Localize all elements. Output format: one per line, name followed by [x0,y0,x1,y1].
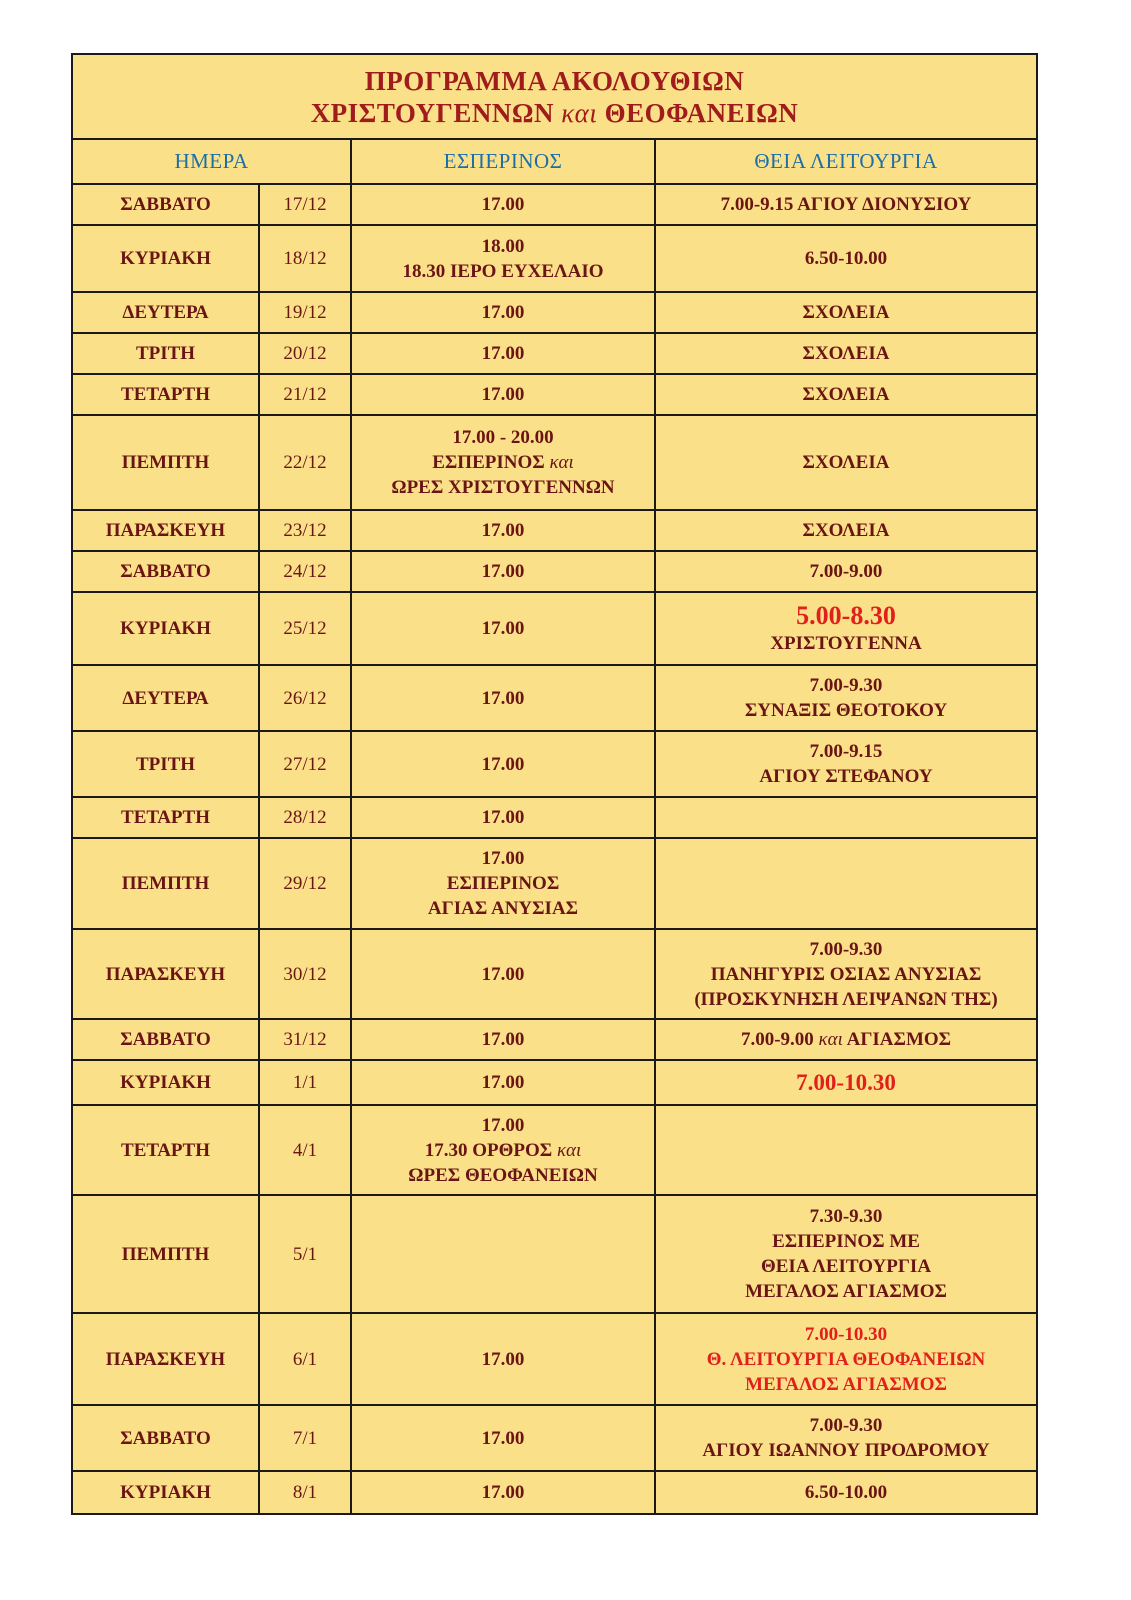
date-cell [259,731,351,797]
date-value: 28/12 [283,807,327,828]
vespers-line: 18.00 [481,235,525,257]
day-cell [73,551,259,592]
liturgy-line: ΕΣΠΕΡΙΝΟΣ ΜΕ [772,1231,920,1252]
day-cell [73,838,259,929]
date-value: 17/12 [283,194,327,215]
day-cell [73,333,259,374]
schedule-table [73,140,1036,1513]
vespers-cell [351,731,655,797]
liturgy-line: 5.00-8.30 [796,601,896,630]
vespers-cell [351,1105,655,1195]
vespers-line: ΑΓΙΑΣ ΑΝΥΣΙΑΣ [427,898,579,919]
vespers-cell [351,333,655,374]
liturgy-line: 7.00-9.30 [809,938,883,960]
day-name: ΠΕΜΠΤΗ [121,452,210,473]
day-name: ΣΑΒΒΑΤΟ [120,561,211,582]
liturgy-cell [655,838,1036,929]
day-name: ΤΡΙΤΗ [135,753,196,775]
table-row [73,1405,1036,1471]
vespers-line: 17.00 [481,618,525,639]
vespers-cell [351,1195,655,1313]
vespers-line: 17.00 [481,343,525,364]
day-cell [73,1019,259,1060]
vespers-line: ΩΡΕΣ ΘΕΟΦΑΝΕΙΩΝ [408,1164,598,1186]
day-cell [73,1313,259,1405]
date-cell [259,797,351,838]
date-cell [259,1060,351,1105]
liturgy-cell [655,1195,1036,1313]
vespers-line: 17.00 [481,302,525,323]
date-value: 22/12 [283,452,327,473]
day-name: ΣΑΒΒΑΤΟ [120,1427,211,1449]
liturgy-line: 7.00-9.15 ΑΓΙΟΥ ΔΙΟΝΥΣΙΟΥ [720,194,972,215]
vespers-cell [351,510,655,551]
vespers-cell [351,665,655,731]
day-name: ΔΕΥΤΕΡΑ [122,302,209,323]
date-value: 20/12 [283,343,327,364]
vespers-cell [351,1405,655,1471]
vespers-line: 17.00 [481,687,525,709]
table-row [73,415,1036,510]
table-row [73,1105,1036,1195]
day-name: ΣΑΒΒΑΤΟ [120,1029,211,1050]
liturgy-line: 6.50-10.00 [804,248,888,269]
liturgy-cell [655,1019,1036,1060]
liturgy-line: Θ. ΛΕΙΤΟΥΡΓΙΑ ΘΕΟΦΑΝΕΙΩΝ [706,1348,986,1370]
vespers-cell [351,1471,655,1513]
table-row [73,592,1036,665]
day-name: ΠΑΡΑΣΚΕΥΗ [105,520,226,541]
liturgy-line: ΣΥΝΑΞΙΣ ΘΕΟΤΟΚΟΥ [744,700,948,721]
date-cell [259,333,351,374]
table-row [73,374,1036,415]
date-cell [259,551,351,592]
table-row [73,731,1036,797]
day-cell [73,731,259,797]
day-cell [73,1195,259,1313]
header-vespers: ΕΣΠΕΡΙΝΟΣ [351,140,655,184]
date-value: 1/1 [292,1072,318,1093]
table-row [73,1060,1036,1105]
schedule-title [73,55,1036,140]
date-cell [259,292,351,333]
date-cell [259,592,351,665]
table-row [73,184,1036,225]
date-cell [259,1195,351,1313]
table-row [73,1195,1036,1313]
liturgy-cell [655,929,1036,1019]
schedule-rows [73,184,1036,1513]
and-word: και [549,452,574,473]
date-value: 26/12 [283,687,327,709]
date-cell [259,415,351,510]
day-name: ΤΕΤΑΡΤΗ [121,807,210,828]
table-row [73,551,1036,592]
liturgy-line: ΜΕΓΑΛΟΣ ΑΓΙΑΣΜΟΣ [745,1281,947,1302]
liturgy-line: ΠΑΝΗΓΥΡΙΣ ΟΣΙΑΣ ΑΝΥΣΙΑΣ [710,963,982,985]
liturgy-cell [655,374,1036,415]
date-cell [259,225,351,292]
date-value: 29/12 [283,873,327,894]
day-name: ΚΥΡΙΑΚΗ [120,248,211,269]
day-cell [73,1471,259,1513]
liturgy-cell [655,1405,1036,1471]
liturgy-line: ΣΧΟΛΕΙΑ [802,343,890,364]
title-christmas: ΧΡΙΣΤΟΥΓΕΝΝΩΝ [310,97,554,128]
header-liturgy: ΘΕΙΑ ΛΕΙΤΟΥΡΓΙΑ [655,140,1036,184]
day-name: ΔΕΥΤΕΡΑ [122,687,209,709]
liturgy-cell [655,225,1036,292]
vespers-line: 17.00 [481,807,525,828]
liturgy-cell [655,1313,1036,1405]
table-row [73,292,1036,333]
day-name: ΠΑΡΑΣΚΕΥΗ [105,1348,226,1370]
table-row [73,797,1036,838]
date-cell [259,1105,351,1195]
vespers-line: 17.00 [481,1348,525,1370]
vespers-line: 18.30 ΙΕΡΟ ΕΥΧΕΛΑΙΟ [402,260,604,282]
table-row [73,838,1036,929]
schedule-sheet [71,53,1038,1515]
header-day: ΗΜΕΡΑ [73,140,351,184]
liturgy-cell [655,1060,1036,1105]
date-value: 5/1 [292,1243,318,1265]
liturgy-line: 7.30-9.30 [809,1206,883,1227]
date-value: 4/1 [292,1139,318,1161]
liturgy-cell [655,292,1036,333]
liturgy-cell [655,333,1036,374]
day-cell [73,510,259,551]
liturgy-line: ΣΧΟΛΕΙΑ [802,302,890,323]
vespers-line: 17.00 [481,848,525,869]
liturgy-line: ΑΓΙΟΥ ΣΤΕΦΑΝΟΥ [759,766,933,787]
table-row [73,510,1036,551]
date-value: 18/12 [283,248,327,269]
liturgy-line: ΑΓΙΟΥ ΙΩΑΝΝΟΥ ΠΡΟΔΡΟΜΟΥ [702,1440,990,1461]
liturgy-cell [655,510,1036,551]
vespers-cell [351,797,655,838]
day-name: ΚΥΡΙΑΚΗ [120,1482,211,1503]
date-value: 31/12 [283,1029,327,1050]
liturgy-line: ΣΧΟΛΕΙΑ [802,520,890,541]
liturgy-line: ΣΧΟΛΕΙΑ [802,384,890,405]
liturgy-line: 7.00-9.00 [809,561,883,582]
day-name: ΤΕΤΑΡΤΗ [121,384,210,405]
day-cell [73,1405,259,1471]
vespers-cell [351,929,655,1019]
day-cell [73,665,259,731]
title-line-1: ΠΡΟΓΡΑΜΜΑ ΑΚΟΛΟΥΘΙΩΝ [364,65,745,96]
vespers-cell [351,292,655,333]
date-cell [259,184,351,225]
vespers-line: 17.00 [481,1114,525,1136]
vespers-line: 17.00 [481,1072,525,1093]
table-row [73,1471,1036,1513]
liturgy-cell [655,1105,1036,1195]
table-row [73,333,1036,374]
day-name: ΚΥΡΙΑΚΗ [120,618,211,639]
header-row [73,140,1036,184]
day-cell [73,929,259,1019]
title-and: και [561,97,598,128]
liturgy-line: 7.00-10.30 [796,1070,896,1095]
date-cell [259,374,351,415]
liturgy-line: 6.50-10.00 [804,1482,888,1503]
day-cell [73,374,259,415]
and-word: και [818,1029,843,1050]
day-name: ΠΑΡΑΣΚΕΥΗ [105,963,226,985]
date-value: 19/12 [283,302,327,323]
liturgy-line: 7.00-9.00 και ΑΓΙΑΣΜΟΣ [740,1029,952,1050]
date-value: 30/12 [283,963,327,985]
table-row [73,665,1036,731]
day-cell [73,415,259,510]
date-value: 23/12 [283,520,327,541]
liturgy-cell [655,592,1036,665]
table-row [73,1313,1036,1405]
liturgy-line: ΜΕΓΑΛΟΣ ΑΓΙΑΣΜΟΣ [745,1373,947,1395]
liturgy-line: 7.00-9.30 [809,1415,883,1436]
date-cell [259,1019,351,1060]
vespers-line: 17.00 [481,963,525,985]
and-word: και [556,1139,582,1161]
day-name: ΣΑΒΒΑΤΟ [120,194,211,215]
vespers-cell [351,1313,655,1405]
date-cell [259,1405,351,1471]
day-name: ΚΥΡΙΑΚΗ [120,1072,211,1093]
vespers-cell [351,592,655,665]
vespers-line: 17.00 [481,1029,525,1050]
day-cell [73,184,259,225]
vespers-cell [351,838,655,929]
vespers-line: ΕΣΠΕΡΙΝΟΣ [446,873,560,894]
date-value: 27/12 [283,753,327,775]
day-name: ΠΕΜΠΤΗ [121,1243,210,1265]
day-cell [73,797,259,838]
day-name: ΤΡΙΤΗ [135,343,196,364]
liturgy-line: 7.00-10.30 [804,1323,888,1345]
liturgy-cell [655,415,1036,510]
vespers-line: ΕΣΠΕΡΙΝΟΣ και [432,452,574,473]
date-cell [259,1471,351,1513]
vespers-line: 17.00 [481,1427,525,1449]
day-name: ΠΕΜΠΤΗ [121,873,210,894]
vespers-cell [351,225,655,292]
liturgy-line: 7.00-9.30 [809,675,883,696]
date-cell [259,510,351,551]
date-value: 6/1 [292,1348,318,1370]
liturgy-cell [655,551,1036,592]
liturgy-line: ΘΕΙΑ ΛΕΙΤΟΥΡΓΙΑ [760,1256,932,1277]
date-value: 7/1 [292,1427,318,1449]
vespers-line: ΩΡΕΣ ΧΡΙΣΤΟΥΓΕΝΝΩΝ [391,477,615,498]
liturgy-cell [655,797,1036,838]
vespers-cell [351,1019,655,1060]
date-value: 21/12 [283,384,327,405]
vespers-line: 17.00 [481,194,525,215]
day-cell [73,225,259,292]
liturgy-cell [655,184,1036,225]
liturgy-line: ΣΧΟΛΕΙΑ [802,452,890,473]
liturgy-cell [655,731,1036,797]
liturgy-line: 7.00-9.15 [809,741,883,762]
liturgy-cell [655,665,1036,731]
table-row [73,929,1036,1019]
liturgy-cell [655,1471,1036,1513]
day-cell [73,1060,259,1105]
day-name: ΤΕΤΑΡΤΗ [121,1139,210,1161]
date-value: 24/12 [283,561,327,582]
vespers-cell [351,374,655,415]
vespers-line: 17.00 [481,753,525,775]
date-cell [259,929,351,1019]
vespers-cell [351,551,655,592]
vespers-line: 17.00 - 20.00 [452,427,554,448]
title-line-2 [311,97,799,129]
date-cell [259,838,351,929]
vespers-line: 17.00 [481,561,525,582]
day-cell [73,592,259,665]
date-cell [259,1313,351,1405]
vespers-cell [351,415,655,510]
liturgy-line: (ΠΡΟΣΚΥΝΗΣΗ ΛΕΙΨΑΝΩΝ ΤΗΣ) [694,988,998,1010]
date-cell [259,665,351,731]
vespers-cell [351,184,655,225]
title-epiphany: ΘΕΟΦΑΝΕΙΩΝ [604,97,799,128]
vespers-line: 17.00 [481,384,525,405]
table-row [73,225,1036,292]
day-cell [73,1105,259,1195]
liturgy-line: ΧΡΙΣΤΟΥΓΕΝΝΑ [770,633,922,654]
vespers-cell [351,1060,655,1105]
vespers-line: 17.30 ΟΡΘΡΟΣ και [424,1139,582,1161]
date-value: 8/1 [292,1482,318,1503]
day-cell [73,292,259,333]
date-value: 25/12 [283,618,327,639]
table-row [73,1019,1036,1060]
vespers-line: 17.00 [481,1482,525,1503]
vespers-line: 17.00 [481,520,525,541]
